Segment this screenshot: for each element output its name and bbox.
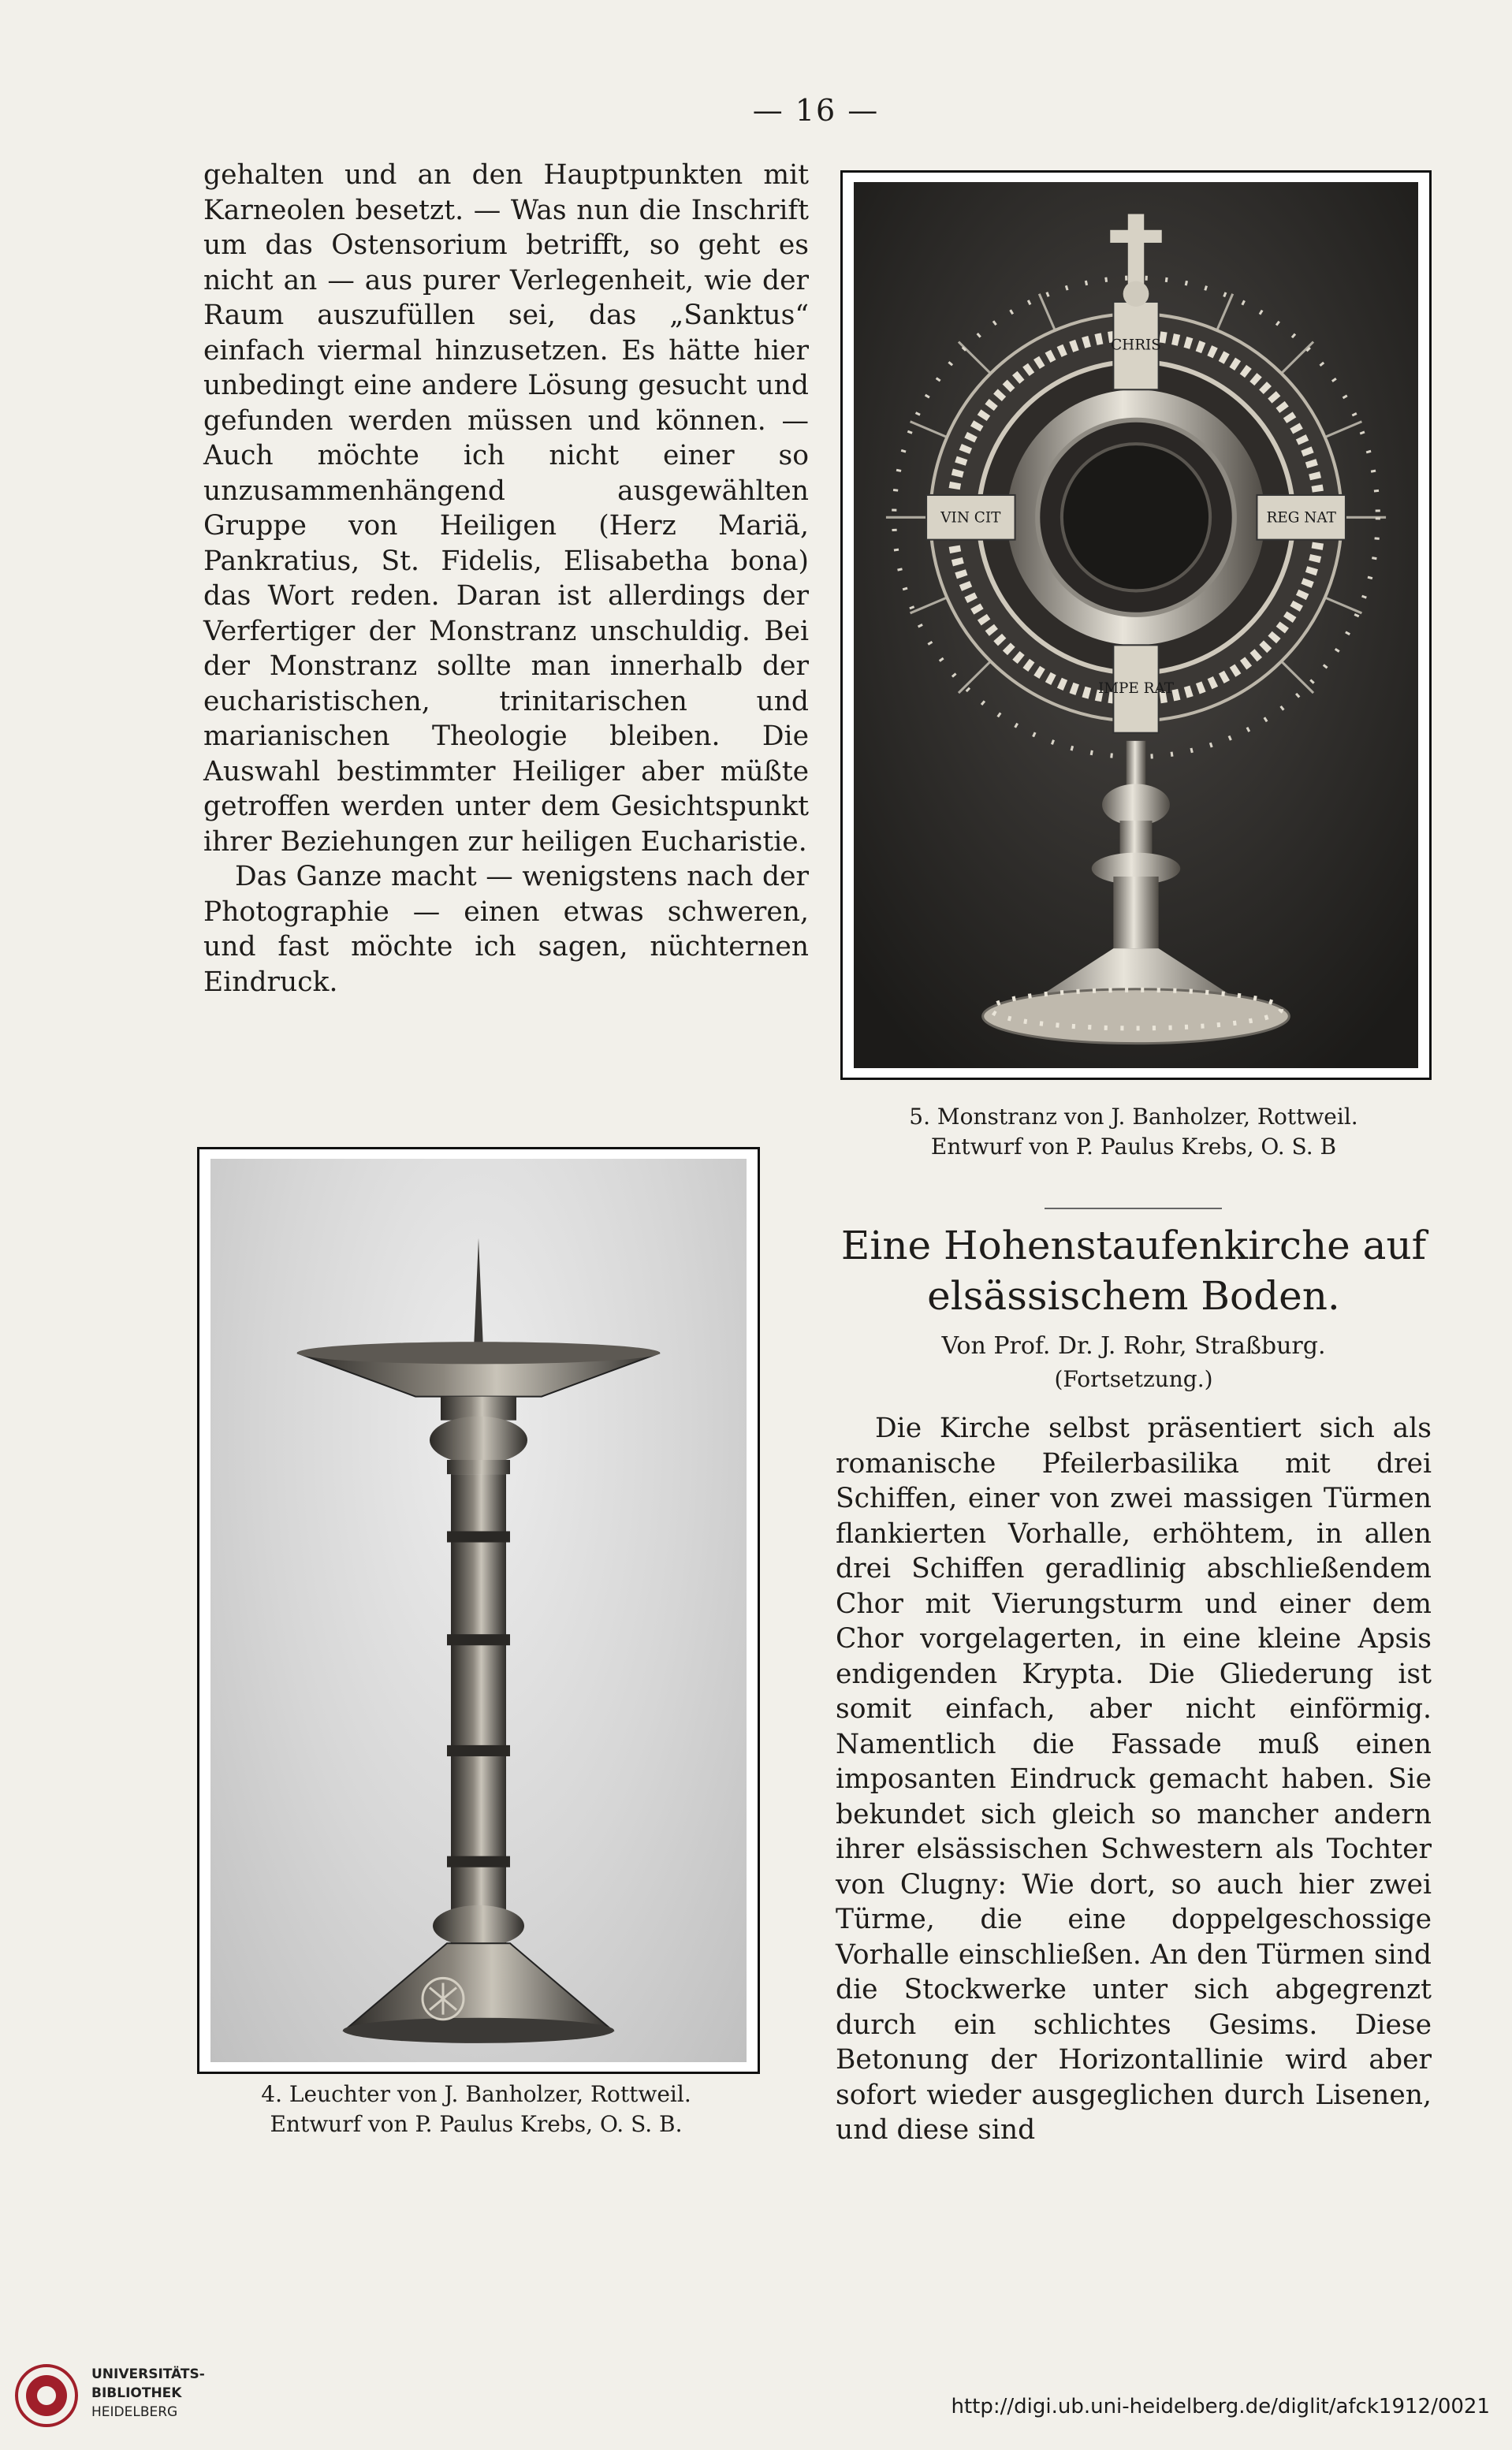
library-logo[interactable] <box>14 2357 251 2436</box>
left-paragraph-2: Das Ganze macht — wenigstens nach der Photographie — einen etwas schweren, und fast möchte ich sagen, nüchternen Eindruck. <box>203 861 809 998</box>
svg-text:REG NAT: REG NAT <box>1266 509 1336 527</box>
monstrance-caption <box>840 1102 1427 1162</box>
article-paragraph-1: Die Kirche selbst präsentiert sich als romanische Pfeilerbasilika mit drei Schiffen, einer von zwei massigen Türmen flankierten Vorhalle, erhöhtem, in allen drei Schiffen geradlinig abschließendem Chor mit Vierungsturm und einer dem Chor vorgelagerten, in eine kleine Apsis endigenden Krypta. Die Gliederung ist somit einfach, aber nicht einförmig. Namentlich die Fassade muß einen imposanten Eindruck gemacht haben. Sie bekundet sich gleich so mancher andern ihrer elsässischen Schwestern als Tochter von Clugny: Wie dort, so auch hier zwei Türme, die eine doppelgeschossige Vorhalle einschließen. An den Türmen sind die Stockwerke unter sich abgegrenzt durch ein schlichtes Gesims. Diese Betonung der Horizontallinie wird aber sofort wieder ausgeglichen durch Lisenen, und diese sind <box>836 1413 1432 2146</box>
library-name-line-3: HEIDELBERG <box>91 2404 178 2420</box>
left-column-text <box>203 158 809 1000</box>
svg-text:IMPE RAT: IMPE RAT <box>1097 680 1175 698</box>
monstrance-illustration <box>854 182 1418 1068</box>
left-paragraph-1: gehalten und an den Hauptpunkten mit Karneolen besetzt. — Was nun die Inschrift um das Ostensorium betrifft, so geht es nicht an — aus purer Verlegenheit, wie der Raum auszufüllen sei, das „Sanktus“ einfach viermal hinzusetzen. Es hätte hier unbedingt eine andere Lösung gesucht und gefunden werden müssen und können. — Auch möchte ich nicht einer so unzusammenhängend ausgewählten Gruppe von Heiligen (Herz Mariä, Pankratius, St. Fidelis, Elisabetha bona) das Wort reden. Daran ist allerdings der Verfertiger der Monstranz unschuldig. Bei der Monstranz sollte man innerhalb der eucharistischen, trinitarischen und marianischen Theologie bleiben. Die Auswahl bestimmter Heiliger aber müßte getroffen werden unter dem Gesichtspunkt ihrer Beziehungen zur heiligen Eucharistie. <box>203 159 809 858</box>
candlestick-caption-line-1: 4. Leuchter von J. Banholzer, Rottweil. <box>261 2081 691 2107</box>
candlestick-caption-line-2: Entwurf von P. Paulus Krebs, O. S. B. <box>270 2111 683 2137</box>
article-body <box>836 1411 1432 2148</box>
monstrance-caption-line-2: Entwurf von P. Paulus Krebs, O. S. B <box>930 1134 1337 1160</box>
article-byline: Von Prof. Dr. J. Rohr, Straßburg. <box>941 1332 1326 1360</box>
library-name-line-2: BIBLIOTHEK <box>91 2385 182 2401</box>
library-seal-icon <box>14 2363 79 2428</box>
candlestick-illustration <box>210 1159 747 2062</box>
library-name-line-1: UNIVERSITÄTS- <box>91 2366 205 2382</box>
monstrance-photo <box>840 170 1432 1080</box>
svg-text:CHRIS: CHRIS <box>1111 337 1161 354</box>
section-divider <box>1045 1208 1222 1209</box>
monstrance-caption-line-1: 5. Monstranz von J. Banholzer, Rottweil. <box>909 1104 1358 1130</box>
article-continued-note: (Fortsetzung.) <box>1054 1366 1213 1392</box>
source-url-link[interactable]: http://digi.ub.uni-heidelberg.de/diglit/afck1912/0021 <box>951 2395 1490 2418</box>
candlestick-photo <box>197 1147 760 2074</box>
svg-text:VIN CIT: VIN CIT <box>940 509 1001 527</box>
article-title: Eine Hohenstaufenkirche auf elsässischem Boden. <box>840 1223 1427 1319</box>
page-number: — 16 — <box>752 93 880 128</box>
candlestick-caption <box>197 2080 755 2139</box>
